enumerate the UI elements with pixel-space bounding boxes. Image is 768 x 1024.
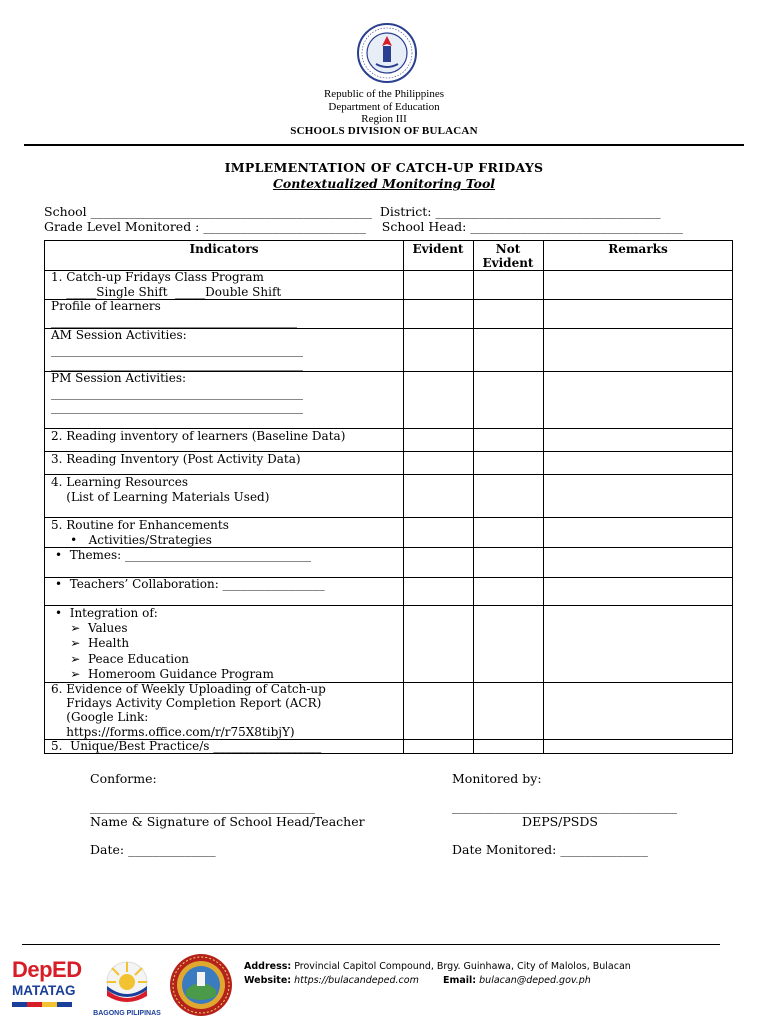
indicator-learning-resources: 4. Learning Resources (List of Learning Materials Used) — [51, 475, 270, 504]
table-col-divider — [403, 241, 404, 753]
indicator-best-practice: 5. Unique/Best Practice/s __________________ — [51, 739, 322, 753]
document-subtitle: Contextualized Monitoring Tool — [272, 176, 496, 191]
matatag-logo-text: MATATAG — [12, 983, 76, 998]
division-seal-logo — [168, 952, 234, 1018]
header-region: Region III — [361, 113, 407, 125]
date-monitored: Date Monitored: ______________ — [452, 842, 648, 857]
document-title: IMPLEMENTATION OF CATCH-UP FRIDAYS — [224, 160, 544, 175]
school-district-field: School _____________________________________________ District: ____________________________________ — [44, 204, 661, 219]
email-label: Email: — [443, 975, 477, 986]
indicator-am-session: AM Session Activities: __________________________________________ __________________________________________ — [51, 328, 303, 371]
header-not-evident: Not Evident — [482, 242, 534, 270]
indicator-class-program: 1. Catch-up Fridays Class Program _____Single Shift _____Double Shift — [51, 270, 282, 299]
bagong-pilipinas-text: BAGONG PILIPINAS — [93, 1010, 161, 1017]
footer-website — [244, 975, 419, 986]
monitored-by-label: Monitored by: — [452, 771, 542, 786]
indicator-routine-enhancements: 5. Routine for Enhancements • Activities/Strategies — [51, 518, 229, 547]
indicator-themes: • Themes: _______________________________ — [55, 548, 312, 562]
indicator-pm-session: PM Session Activities: __________________________________________ __________________________________________ — [51, 371, 303, 414]
indicator-acr-upload: 6. Evidence of Weekly Uploading of Catch-up Fridays Activity Completion Report (ACR) (Google Link: https://forms.office.com/r/r75X8tibjY) — [51, 682, 326, 739]
indicator-profile-learners: Profile of learners _________________________________________ — [51, 299, 297, 328]
address-text: Provincial Capitol Compound, Brgy. Guinhawa, City of Malolos, Bulacan — [294, 961, 631, 972]
conforme-label: Conforme: — [90, 771, 157, 786]
indicator-reading-baseline: 2. Reading inventory of learners (Baseline Data) — [51, 429, 346, 443]
indicator-reading-post: 3. Reading Inventory (Post Activity Data) — [51, 452, 301, 466]
bagong-pilipinas-logo — [92, 956, 162, 1018]
website-link[interactable]: https://bulacandeped.com — [294, 975, 419, 986]
indicator-integration: • Integration of: ➢ Values ➢ Health ➢ Peace Education ➢ Homeroom Guidance Program — [55, 606, 274, 681]
header-evident: Evident — [412, 242, 464, 256]
conforme-date: Date: ______________ — [90, 842, 216, 857]
website-label: Website: — [244, 975, 292, 986]
bagong-pilipinas-emblem — [92, 956, 162, 1006]
header-rule — [24, 144, 744, 146]
header-division: SCHOOLS DIVISION OF BULACAN — [290, 125, 478, 137]
address-label: Address: — [244, 961, 292, 972]
table-col-divider — [473, 241, 474, 753]
header-republic: Republic of the Philippines — [323, 88, 445, 100]
header-indicators: Indicators — [189, 242, 259, 256]
table-col-divider — [543, 241, 544, 753]
header-remarks: Remarks — [608, 242, 668, 256]
monitored-caption: DEPS/PSDS — [522, 814, 598, 829]
conforme-caption: Name & Signature of School Head/Teacher — [90, 814, 365, 829]
footer-email — [443, 975, 591, 986]
footer-rule — [22, 944, 720, 945]
deped-logo-text: DepED — [12, 957, 82, 982]
header-department: Department of Education — [328, 101, 440, 113]
grade-schoolhead-field: Grade Level Monitored : __________________________ School Head: __________________________________ — [44, 219, 683, 234]
footer-address — [244, 961, 631, 972]
deped-matatag-logo — [12, 958, 84, 1016]
matatag-stripe — [12, 1002, 72, 1007]
monitoring-table — [44, 240, 733, 754]
monitored-signature-line: ____________________________________ — [452, 799, 677, 814]
conforme-signature-line: ____________________________________ — [90, 799, 315, 814]
indicator-teachers-collab: • Teachers’ Collaboration: _________________ — [55, 577, 325, 591]
email-link[interactable]: bulacan@deped.gov.ph — [479, 975, 591, 986]
deped-seal-logo — [352, 22, 422, 84]
